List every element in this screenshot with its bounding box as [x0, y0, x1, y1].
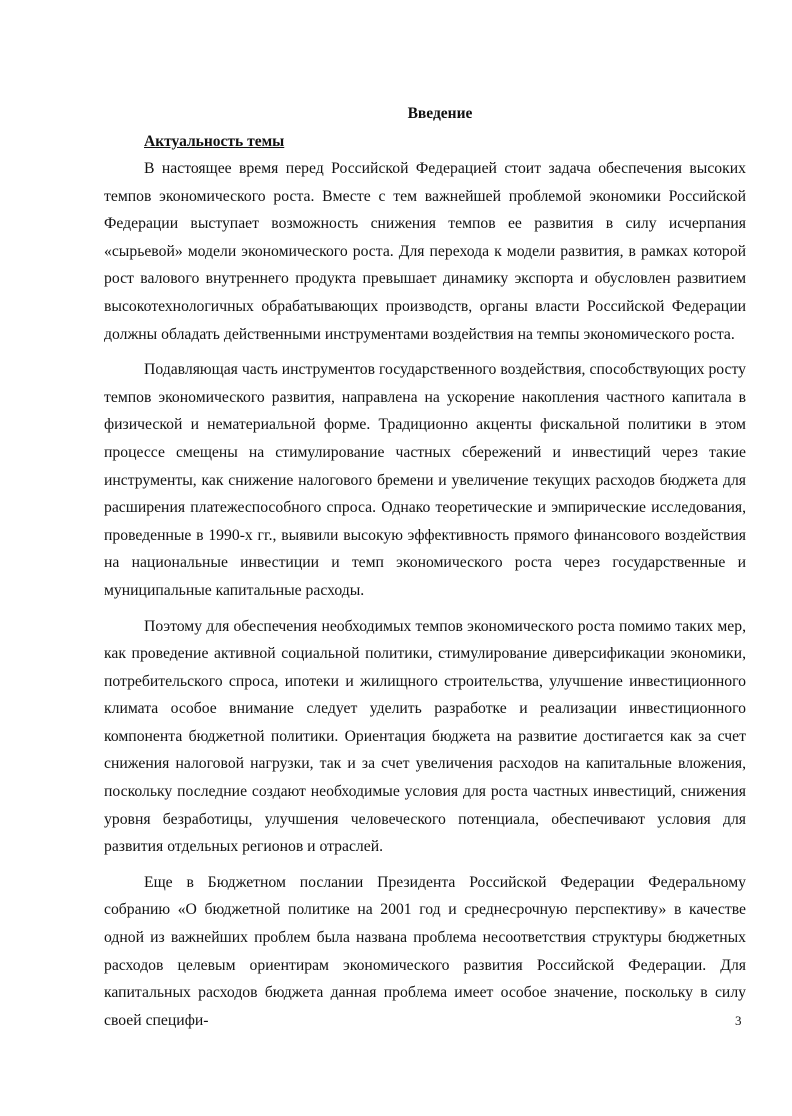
body-text	[104, 155, 746, 1042]
paragraph-4: Еще в Бюджетном послании Президента Российской Федерации Федеральному собранию «О бюджетной политике на 2001 год и среднесрочную перспективу» в качестве одной из важнейших проблем была названа проблема несоответствия структуры бюджетных расходов целевым ориентирам экономического развития Российской Федерации. Для капитальных расходов бюджета данная проблема имеет особое значение, поскольку в силу своей специфи-	[104, 873, 746, 1029]
paragraph-1: В настоящее время перед Российской Федерацией стоит задача обеспечения высоких темпов экономического роста. Вместе с тем важнейшей проблемой экономики Российской Федерации выступает возможность снижения темпов ее развития в силу исчерпания «сырьевой» модели экономического роста. Для перехода к модели развития, в рамках которой рост валового внутреннего продукта превышает динамику экспорта и обусловлен развитием высокотехнологичных обрабатывающих производств, органы власти Российской Федерации должны обладать действенными инструментами воздействия на темпы экономического роста.	[104, 160, 746, 343]
section-subheading: Актуальность темы	[144, 133, 285, 150]
page-number: 3	[735, 1013, 742, 1028]
page-title: Введение	[407, 105, 473, 122]
paragraph-3: Поэтому для обеспечения необходимых темпов экономического роста помимо таких мер, как проведение активной социальной политики, стимулирование диверсификации экономики, потребительского спроса, ипотеки и жилищного строительства, улучшение инвестиционного климата особое внимание следует уделить разработке и реализации инвестиционного компонента бюджетной политики. Ориентация бюджета на развитие достигается как за счет снижения налоговой нагрузки, так и за счет увеличения расходов на капитальные вложения, поскольку последние создают необходимые условия для роста частных инвестиций, снижения уровня безработицы, улучшения человеческого потенциала, обеспечивают условия для развития отдельных регионов и отраслей.	[104, 617, 746, 856]
paragraph-2: Подавляющая часть инструментов государственного воздействия, способствующих росту темпов экономического развития, направлена на ускорение накопления частного капитала в физической и нематериальной форме. Традиционно акценты фискальной политики в этом процессе смещены на стимулирование частных сбережений и инвестиций через такие инструменты, как снижение налогового бремени и увеличение текущих расходов бюджета для расширения платежеспособного спроса. Однако теоретические и эмпирические исследования, проведенные в 1990-х гг., выявили высокую эффективность прямого финансового воздействия на национальные инвестиции и темп экономического роста через государственные и муниципальные капитальные расходы.	[104, 361, 746, 599]
